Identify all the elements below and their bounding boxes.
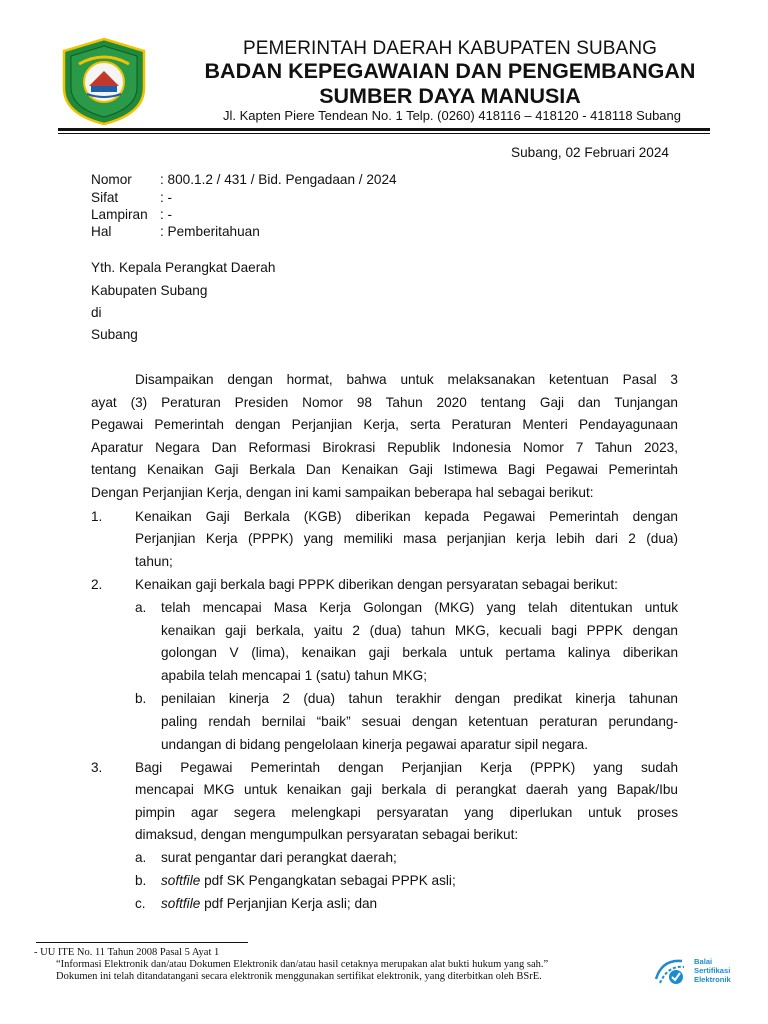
meta-value-lampiran: : - (160, 207, 173, 222)
item-1-line: Kenaikan Gaji Berkala (KGB) diberikan kepada Pegawai Pemerintah dengan (135, 509, 678, 524)
intro-line: Aparatur Negara Dan Reformasi Birokrasi Republik Indonesia Nomor 7 Tahun 2023, (91, 440, 678, 455)
meta-value-nomor: : 800.1.2 / 431 / Bid. Pengadaan / 2024 (160, 172, 397, 187)
agency-name-line2: SUMBER DAYA MANUSIA (319, 84, 581, 108)
meta-label-nomor: Nomor (91, 172, 132, 187)
meta-value-sifat: : - (160, 190, 173, 205)
header-rule-thick (58, 128, 710, 131)
bsre-text: Balai (694, 957, 713, 966)
meta-label-hal: Hal (91, 224, 112, 239)
item-2a-line: telah mencapai Masa Kerja Golongan (MKG) yang telah ditentukan untuk (161, 600, 678, 615)
item-3a-text: surat pengantar dari perangkat daerah; (161, 850, 397, 865)
addressee-line: di (91, 305, 102, 320)
subang-regency-logo (59, 36, 149, 126)
government-name: PEMERINTAH DAERAH KABUPATEN SUBANG (242, 38, 658, 59)
bsre-text: Sertifikasi (694, 966, 731, 975)
addressee-line: Kabupaten Subang (91, 283, 208, 298)
agency-name-line1: BADAN KEPEGAWAIAN DAN PENGEMBANGAN (204, 59, 696, 83)
footer-law-ref: - UU ITE No. 11 Tahun 2008 Pasal 5 Ayat 1 (34, 947, 220, 958)
footer-signature-note: Dokumen ini telah ditandatangani secara elektronik menggunakan sertifikat elektronik, yang diterbitkan oleh BSrE. (56, 971, 542, 982)
intro-line: Disampaikan dengan hormat, bahwa untuk melaksanakan ketentuan Pasal 3 (135, 372, 678, 387)
item-number: 1. (91, 509, 103, 524)
bsre-logo-icon (652, 955, 690, 989)
sub-item-letter: a. (135, 600, 147, 615)
item-3-line: mencapai MKG untuk kenaikan gaji berkala di perangkat daerah yang Bapak/Ibu (135, 782, 678, 797)
item-3-line: Bagi Pegawai Pemerintah dengan Perjanjian Kerja (PPPK) yang sudah (135, 760, 678, 775)
item-2b-line: undangan di bidang pengelolaan kinerja pegawai aparatur sipil negara. (161, 737, 589, 752)
item-2b-line: penilaian kinerja 2 (dua) tahun terakhir dengan predikat kinerja tahunan (161, 691, 678, 706)
item-number: 2. (91, 577, 103, 592)
intro-line: Pegawai Pemerintah dengan Perjanjian Kerja, serta Peraturan Menteri Pendayagunaan (91, 417, 678, 432)
addressee-line: Yth. Kepala Perangkat Daerah (91, 260, 276, 275)
item-2-line: Kenaikan gaji berkala bagi PPPK diberikan dengan persyaratan sebagai berikut: (135, 577, 618, 592)
item-2b-line: paling rendah bernilai “baik” sesuai dengan ketentuan peraturan perundang- (161, 714, 678, 729)
item-3-line: dimaksud, dengan mengumpulkan persyaratan sebagai berikut: (135, 827, 519, 842)
intro-line: Dengan Perjanjian Kerja, dengan ini kami sampaikan beberapa hal sebagai berikut: (91, 485, 594, 500)
meta-value-hal: : Pemberitahuan (160, 224, 260, 239)
item-3c-text (161, 895, 377, 913)
meta-label-lampiran: Lampiran (91, 207, 148, 222)
intro-line: tentang Kenaikan Gaji Berkala Dan Kenaikan Gaji Istimewa Bagi Pegawai Pemerintah (91, 462, 678, 477)
header-rule-thin (58, 133, 710, 134)
item-1-line: Perjanjian Kerja (PPPK) yang memiliki masa perjanjian kerja lebih dari 2 (dua) (135, 531, 678, 546)
item-3c-rest: pdf Perjanjian Kerja asli; dan (200, 896, 378, 911)
meta-label-sifat: Sifat (91, 190, 119, 205)
item-number: 3. (91, 760, 103, 775)
sub-item-letter: b. (135, 691, 147, 706)
footer-quote: “Informasi Elektronik dan/atau Dokumen Elektronik dan/atau hasil cetaknya merupakan alat bukti hukum yang sah.” (56, 959, 549, 970)
item-1-line: tahun; (135, 554, 173, 569)
sub-item-letter: c. (135, 896, 146, 911)
sub-item-letter: b. (135, 873, 147, 888)
item-2a-line: apabila telah mencapai 1 (satu) tahun MKG; (161, 668, 427, 683)
item-2a-line: kenaikan gaji berkala, yaitu 2 (dua) tahun MKG, kecuali bagi PPPK dengan (161, 623, 678, 638)
item-3b-rest: pdf SK Pengangkatan sebagai PPPK asli; (200, 873, 456, 888)
addressee-line: Subang (91, 327, 138, 342)
agency-address: Jl. Kapten Piere Tendean No. 1 Telp. (0260) 418116 – 418120 - 418118 Subang (222, 108, 681, 123)
footer-rule (36, 942, 248, 943)
italic-term: softfile (161, 873, 201, 888)
item-3b-text (161, 872, 456, 890)
bsre-text: Elektronik (694, 975, 731, 984)
item-2a-line: golongan V (lima), kenaikan gaji berkala untuk pertama kalinya diberikan (161, 645, 678, 660)
letter-date: Subang, 02 Februari 2024 (511, 145, 669, 160)
sub-item-letter: a. (135, 850, 147, 865)
item-3-line: pimpin agar segera melengkapi persyaratan yang diperlukan untuk proses (135, 805, 678, 820)
italic-term: softfile (161, 896, 201, 911)
intro-line: ayat (3) Peraturan Presiden Nomor 98 Tahun 2020 tentang Gaji dan Tunjangan (91, 395, 678, 410)
